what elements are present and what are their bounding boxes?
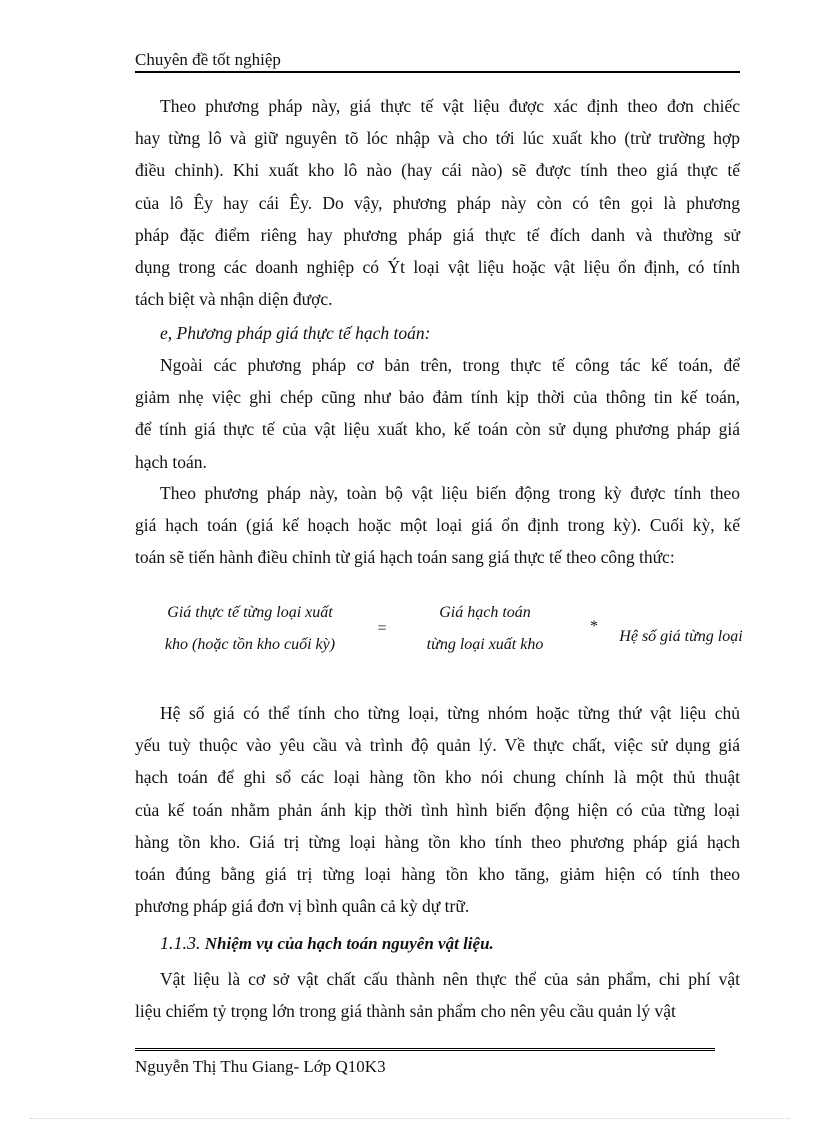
section-number: 1.1.3. bbox=[160, 933, 201, 953]
formula-mid-2: từng loại xuất kho bbox=[426, 636, 544, 653]
para4-line: toán đúng bằng giá trị từng loại hàng tồn kho tăng, giảm hiện có tính theo bbox=[135, 864, 740, 884]
para2-line: giảm nhẹ việc ghi chép cũng như bảo đảm tính kịp thời của thông tin kế toán, bbox=[135, 387, 740, 408]
section-heading bbox=[160, 933, 494, 954]
para5-line: liệu chiếm tỷ trọng lớn trong giá thành sản phẩm cho nên yêu cầu quản lý vật bbox=[135, 1001, 676, 1022]
header-rule bbox=[135, 71, 740, 73]
para1-line: hay từng lô và giữ nguyên tõ lóc nhập và cho tới lúc xuất kho (trừ trường hợp bbox=[135, 128, 740, 149]
para2-line: để tính giá thực tế của vật liệu xuất kho, kế toán còn sử dụng phương pháp giá bbox=[135, 419, 740, 440]
para1-line: pháp đặc điểm riêng hay phương pháp giá thực tế đích danh và thường sử bbox=[135, 224, 740, 245]
page-header: Chuyên đề tốt nghiệp bbox=[135, 50, 281, 69]
para1-line: tách biệt và nhận diện được. bbox=[135, 289, 333, 310]
para1-line: của lô Êy hay cái Êy. Do vậy, phương pháp này còn có tên gọi là phương bbox=[135, 192, 740, 213]
para2-line: hạch toán. bbox=[135, 451, 207, 472]
para3-line: giá hạch toán (giá kế hoạch hoặc một loại giá ổn định trong kỳ). Cuối kỳ, kế bbox=[135, 515, 740, 536]
formula-lhs-2: kho (hoặc tồn kho cuối kỳ) bbox=[164, 636, 336, 653]
para4-line: Hệ số giá có thể tính cho từng loại, từng nhóm hoặc từng thứ vật liệu chủ bbox=[160, 703, 740, 723]
footer-rule bbox=[135, 1048, 715, 1051]
formula-equals: = bbox=[377, 620, 387, 637]
formula-mid-1: Giá hạch toán bbox=[439, 604, 531, 621]
formula-rhs: Hệ số giá từng loại bbox=[619, 628, 743, 645]
para1-line: dụng trong các doanh nghiệp có Ýt loại vật liệu hoặc vật liệu ổn định, có tính bbox=[135, 257, 740, 277]
formula-lhs-1: Giá thực tế từng loại xuất bbox=[167, 604, 333, 621]
para4-line: yếu tuỳ thuộc vào yêu cầu và trình độ quản lý. Về thực chất, việc sử dụng giá bbox=[135, 735, 740, 756]
para2-line: Ngoài các phương pháp cơ bản trên, trong thực tế công tác kế toán, để bbox=[160, 355, 740, 375]
para5-line: Vật liệu là cơ sở vật chất cấu thành nên thực thể của sản phẩm, chi phí vật bbox=[160, 969, 740, 989]
para1-line: Theo phương pháp này, giá thực tế vật liệu được xác định theo đơn chiếc bbox=[160, 96, 740, 116]
para4-line: phương pháp giá đơn vị bình quân cả kỳ dự trữ. bbox=[135, 896, 470, 917]
para4-line: hàng tồn kho. Giá trị từng loại hàng tồn kho tính theo phương pháp giá hạch bbox=[135, 831, 740, 852]
para3-line: toán sẽ tiến hành điều chỉnh từ giá hạch toán sang giá thực tế theo công thức: bbox=[135, 547, 675, 568]
page-edge bbox=[30, 1118, 790, 1119]
page-footer: Nguyễn Thị Thu Giang- Lớp Q10K3 bbox=[135, 1057, 386, 1076]
para3-line: Theo phương pháp này, toàn bộ vật liệu biến động trong kỳ được tính theo bbox=[160, 483, 740, 503]
para1-line: điều chỉnh). Khi xuất kho lô nào (hay cái nào) sẽ được tính theo giá thực tế bbox=[135, 160, 740, 181]
para4-line: của kế toán nhằm phản ánh kịp thời tình hình biến động hiện có của từng loại bbox=[135, 799, 740, 820]
para4-line: hạch toán để ghi sổ các loại hàng tồn kho nói chung chính là một thủ thuật bbox=[135, 767, 740, 788]
formula-multiply: * bbox=[590, 618, 598, 635]
subheading: e, Phương pháp giá thực tế hạch toán: bbox=[160, 323, 431, 343]
section-title: Nhiệm vụ của hạch toán nguyên vật liệu. bbox=[204, 934, 494, 953]
